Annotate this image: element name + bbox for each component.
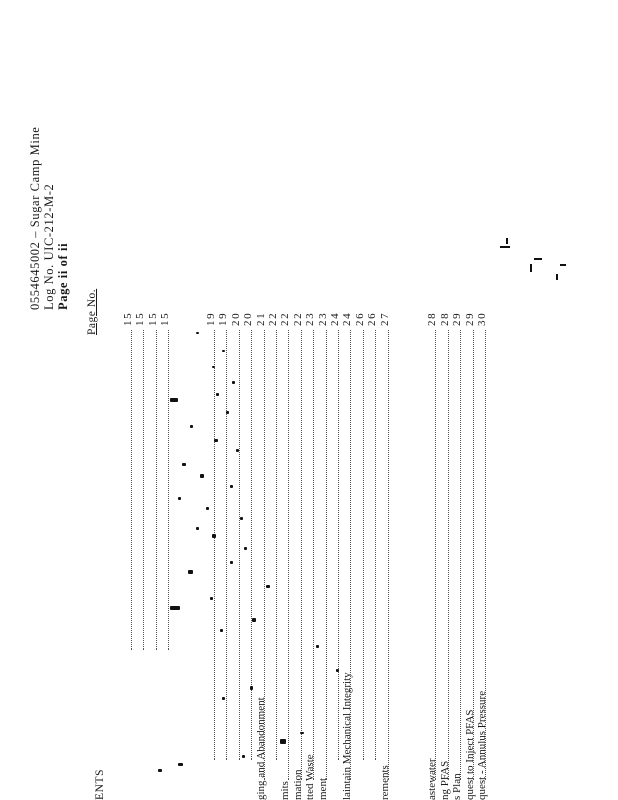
toc-leader-dots [439, 330, 449, 780]
toc-entry-page-number: 29 [463, 311, 476, 326]
header-permit-number: 0554645002 – Sugar Camp Mine [28, 126, 42, 310]
toc-entry-page-number: 19 [217, 311, 230, 326]
toc-entry-title: astewater [426, 758, 438, 800]
toc-entry [379, 280, 391, 800]
toc-entry [255, 280, 267, 800]
toc-leader-dots [230, 330, 240, 760]
toc-entry [354, 280, 366, 800]
toc-entry-page-number: 22 [279, 311, 292, 326]
toc-entry [464, 280, 476, 800]
toc-entry-page-number: 22 [267, 311, 279, 326]
toc-entry-page-number: 28 [438, 311, 451, 326]
toc-entry-page-number: 30 [476, 311, 488, 326]
toc-entry [292, 280, 304, 800]
toc-leader-dots [329, 330, 339, 760]
toc-leader-dots [379, 330, 389, 780]
toc-entry-title: mits [279, 781, 292, 800]
toc-entry [317, 280, 329, 800]
toc-entry-title: rements [378, 765, 391, 800]
toc-entry-title: ng PFAS [438, 760, 451, 800]
toc-entry-page-number: 24 [329, 311, 341, 326]
toc-leader-dots [476, 330, 486, 780]
toc-leader-dots [267, 330, 277, 760]
toc-entry [304, 280, 316, 800]
toc-leader-dots [292, 330, 302, 780]
toc-entry-page-number: 15 [134, 311, 147, 326]
toc-entry-page-number: 23 [316, 311, 329, 326]
toc-entry [426, 280, 438, 800]
toc-entry [122, 280, 134, 800]
page-number-column-heading: Page No. [86, 288, 98, 335]
toc-entry-page-number: 15 [122, 311, 134, 326]
toc-entry-page-number: 21 [254, 311, 267, 326]
toc-leader-dots [159, 330, 169, 650]
toc-entry-title: ment [316, 778, 329, 800]
toc-entry-title: tted Waste [304, 754, 317, 800]
toc-entry [341, 280, 353, 800]
toc-entry [439, 280, 451, 800]
toc-entry-page-number: 26 [353, 311, 366, 326]
toc-leader-dots [341, 330, 351, 780]
toc-entry-page-number: 22 [291, 311, 304, 326]
toc-leader-dots [304, 330, 314, 780]
toc-entry [451, 280, 463, 800]
toc-leader-dots [354, 330, 364, 760]
toc-leader-dots [134, 330, 144, 650]
toc-entry [279, 280, 291, 800]
toc-entry-page-number: 15 [146, 311, 159, 326]
toc-leader-dots [366, 330, 376, 760]
toc-leader-dots [451, 330, 461, 780]
toc-entry-page-number: 19 [205, 311, 217, 326]
toc-entry-title: quest to Inject PFAS [463, 709, 476, 800]
toc-entry [134, 280, 146, 800]
toc-leader-dots [317, 330, 327, 780]
toc-entry-page-number: 15 [158, 311, 171, 326]
toc-leader-dots [426, 330, 436, 780]
toc-entry-page-number: 27 [378, 311, 391, 326]
toc-entry-title: s Plan [451, 773, 463, 800]
toc-leader-dots [205, 330, 215, 760]
toc-entry-page-number: 24 [341, 311, 354, 326]
toc-entry [267, 280, 279, 800]
toc-entry-title: ging and Abandonment [254, 697, 267, 800]
toc-leader-dots [147, 330, 157, 650]
toc-entry [366, 280, 378, 800]
toc-leader-dots [122, 330, 132, 650]
toc-entry [147, 280, 159, 800]
toc-entry-page-number: 20 [229, 311, 242, 326]
toc-entry [217, 280, 229, 800]
toc-entry-page-number: 28 [426, 311, 438, 326]
toc-entry-page-number: 29 [451, 311, 463, 326]
toc-leader-dots [279, 330, 289, 780]
header-page-indicator: Page ii of ii [56, 242, 70, 310]
toc-entry [159, 280, 171, 800]
toc-entry-page-number: 23 [304, 311, 317, 326]
toc-entry-page-number: 20 [242, 311, 255, 326]
toc-leader-dots [255, 330, 265, 780]
toc-entry [242, 280, 254, 800]
header-log-number: Log No. UIC-212-M-2 [42, 183, 56, 310]
toc-entry-title: quest - Annulus Pressure [476, 690, 488, 800]
toc-section-title: ENTS [94, 768, 106, 800]
toc-entry [230, 280, 242, 800]
toc-entry-title: mation [291, 769, 304, 800]
toc-leader-dots [242, 330, 252, 760]
toc-entry [329, 280, 341, 800]
toc-entry-page-number: 26 [366, 311, 379, 326]
toc-leader-dots [464, 330, 474, 780]
toc-entry [205, 280, 217, 800]
toc-entry [476, 280, 488, 800]
toc-entry-title: laintain Mechanical Integrity [341, 672, 354, 800]
